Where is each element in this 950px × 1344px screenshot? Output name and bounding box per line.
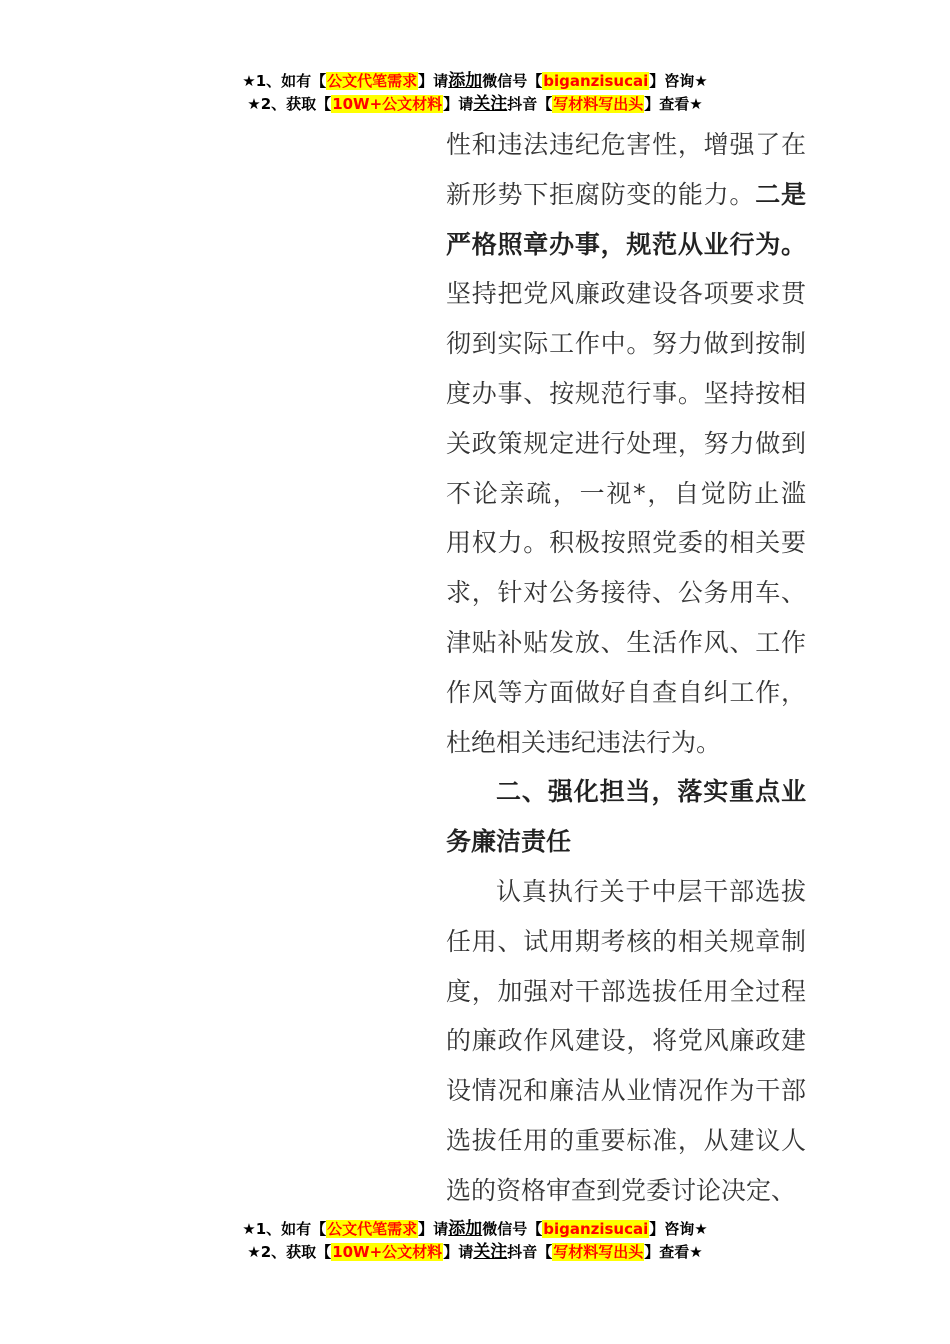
banner-text: ★1、如有【 (242, 72, 327, 90)
banner-text: 微信号【 (482, 72, 543, 90)
banner-highlight: biganzisucai (543, 1220, 649, 1238)
banner-line-2 (0, 93, 950, 116)
section-heading: 二、强化担当，落实重点业务廉洁责任 (446, 777, 806, 857)
paragraph (446, 120, 806, 767)
banner-highlight: 公文代笔需求 (327, 72, 418, 90)
banner-underline: 添加 (448, 1219, 483, 1239)
banner-highlight: 写材料写出头 (553, 1243, 644, 1261)
banner-text: 】查看★ (644, 95, 703, 113)
banner-highlight: 10W+公文材料 (332, 95, 443, 113)
banner-text: 】请 (443, 95, 474, 113)
banner-line-1 (0, 1218, 950, 1241)
banner-underline: 添加 (448, 71, 483, 91)
banner-text: 】咨询★ (649, 1220, 708, 1238)
paragraph-text: 性和违法违纪危害性，增强了在新形势下拒腐防变的能力。 (446, 130, 806, 209)
paragraph-bold-lead: 二是严格照章办事，规范从业行为。 (446, 179, 806, 259)
banner-text: ★2、获取【 (247, 95, 332, 113)
banner-text: 】请 (418, 1220, 449, 1238)
banner-text: 微信号【 (482, 1220, 543, 1238)
banner-underline: 关注 (473, 1242, 508, 1262)
banner-text: 】请 (418, 72, 449, 90)
paragraph-text: 坚持把党风廉政建设各项要求贯彻到实际工作中。努力做到按制度办事、按规范行事。坚持按相关政策规定进行处理，努力做到不论亲疏，一视*，自觉防止滥用权力。积极按照党委的相关要求，针对公务接待、公务用车、津贴补贴发放、生活作风、工作作风等方面做好自查自纠工作，杜绝相关违纪违法行为。 (446, 279, 806, 757)
banner-highlight: 10W+公文材料 (332, 1243, 443, 1261)
banner-text: 】咨询★ (649, 72, 708, 90)
banner-text: ★2、获取【 (247, 1243, 332, 1261)
banner-text: 】请 (443, 1243, 474, 1261)
banner-underline: 关注 (473, 94, 508, 114)
bottom-banner (0, 1218, 950, 1264)
banner-text: 抖音【 (507, 95, 553, 113)
banner-line-2 (0, 1241, 950, 1264)
paragraph: 认真执行关于中层干部选拔任用、试用期考核的相关规章制度，加强对干部选拔任用全过程的廉政作风建设，将党风廉政建设情况和廉洁从业情况作为干部选拔任用的重要标准，从建议人选的资格审查到党委讨论决定、 (446, 876, 806, 1205)
banner-line-1 (0, 70, 950, 93)
banner-text: 抖音【 (507, 1243, 553, 1261)
banner-text: 】查看★ (644, 1243, 703, 1261)
banner-highlight: 公文代笔需求 (327, 1220, 418, 1238)
banner-highlight: biganzisucai (543, 72, 649, 90)
banner-text: ★1、如有【 (242, 1220, 327, 1238)
banner-highlight: 写材料写出头 (553, 95, 644, 113)
document-body (446, 120, 806, 1216)
top-banner (0, 70, 950, 116)
